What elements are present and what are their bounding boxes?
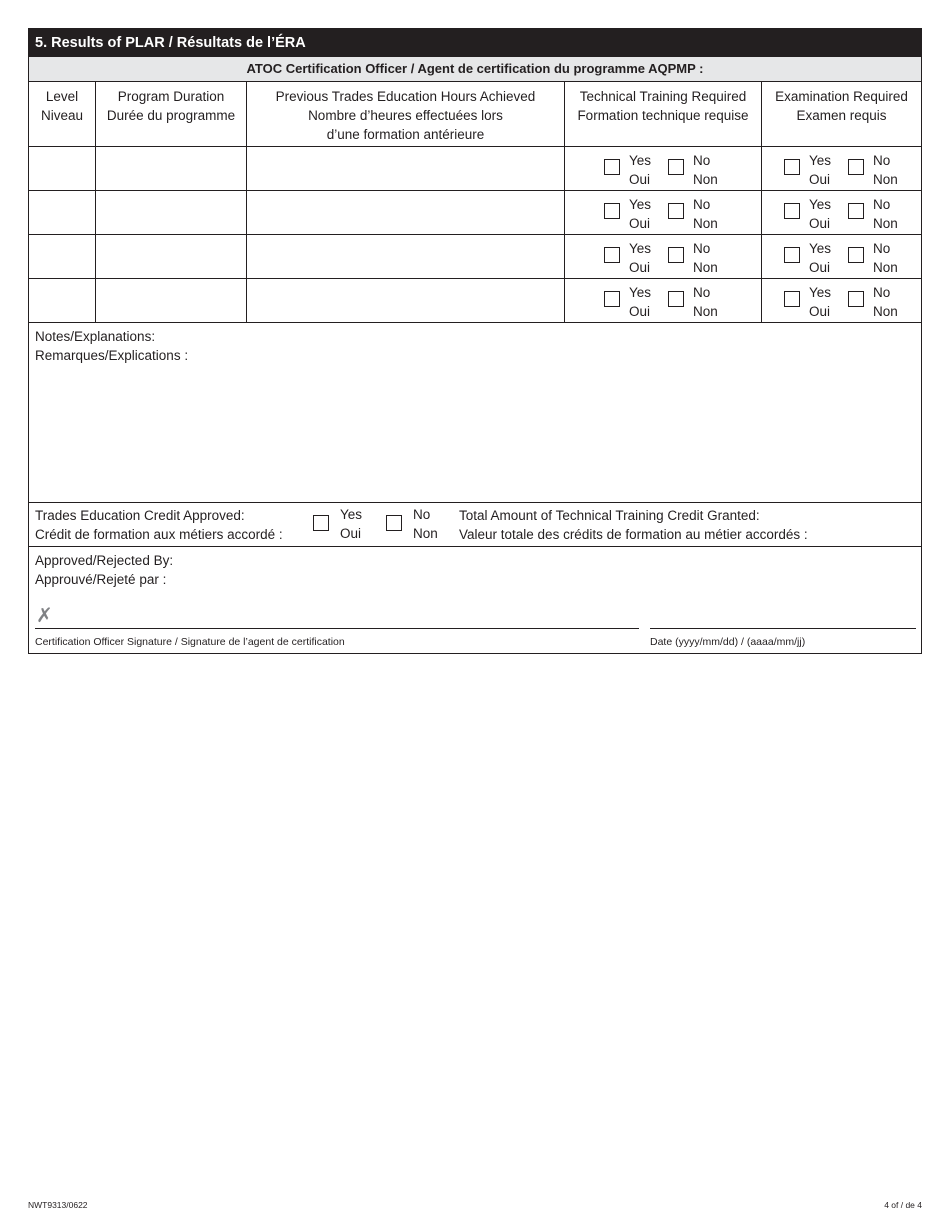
technical-training-no-option: No Non [668, 240, 732, 277]
program-duration-cell[interactable] [96, 235, 247, 278]
signature-field[interactable] [35, 628, 639, 629]
examination-cell [762, 147, 921, 190]
credit-no-option: No Non [386, 506, 459, 543]
technical-training-yes-option: Yes Oui [604, 196, 668, 233]
level-cell[interactable] [29, 235, 96, 278]
examination-options [762, 235, 921, 277]
form-id: NWT9313/0622 [28, 1200, 88, 1210]
credit-approved-row [29, 503, 921, 547]
plar-results-form [28, 28, 922, 654]
date-field[interactable] [650, 628, 916, 629]
program-duration-cell[interactable] [96, 147, 247, 190]
previous-hours-cell[interactable] [247, 147, 565, 190]
level-cell[interactable] [29, 147, 96, 190]
technical-training-options [565, 279, 761, 321]
examination-yes-option: Yes Oui [784, 196, 848, 233]
technical-training-cell [565, 279, 762, 322]
program-duration-cell[interactable] [96, 191, 247, 234]
previous-hours-cell[interactable] [247, 235, 565, 278]
examination-cell [762, 191, 921, 234]
technical-training-cell [565, 191, 762, 234]
table-row [29, 191, 921, 235]
technical-training-no-option: No Non [668, 196, 732, 233]
examination-no-checkbox[interactable] [848, 291, 864, 307]
technical-training-yes-option: Yes Oui [604, 240, 668, 277]
examination-yes-checkbox[interactable] [784, 159, 800, 175]
examination-options [762, 191, 921, 233]
date-caption: Date (yyyy/mm/dd) / (aaaa/mm/jj) [650, 636, 806, 648]
technical-training-yes-option: Yes Oui [604, 152, 668, 189]
level-header: Level Niveau [29, 82, 96, 146]
certification-officer-subheader: ATOC Certification Officer / Agent de certification du programme AQPMP : [29, 57, 921, 82]
examination-yes-option: Yes Oui [784, 240, 848, 277]
technical-training-no-option: No Non [668, 284, 732, 321]
table-header-row [29, 82, 921, 147]
credit-no-checkbox[interactable] [386, 515, 402, 531]
examination-cell [762, 279, 921, 322]
technical-training-no-checkbox[interactable] [668, 203, 684, 219]
credit-yes-option: Yes Oui [313, 506, 386, 543]
technical-training-yes-checkbox[interactable] [604, 291, 620, 307]
examination-yes-option: Yes Oui [784, 152, 848, 189]
signature-x-icon: ✗ [36, 605, 53, 627]
technical-training-yes-option: Yes Oui [604, 284, 668, 321]
credit-yes-checkbox[interactable] [313, 515, 329, 531]
notes-label-fr: Remarques/Explications : [35, 348, 189, 363]
examination-yes-checkbox[interactable] [784, 203, 800, 219]
technical-training-yes-checkbox[interactable] [604, 159, 620, 175]
previous-hours-cell[interactable] [247, 191, 565, 234]
previous-hours-header: Previous Trades Education Hours Achieved Nombre d’heures effectuées lors d’une formation antérieure [247, 82, 565, 146]
table-row [29, 235, 921, 279]
page-number: 4 of / de 4 [884, 1200, 922, 1210]
credit-approved-label: Trades Education Credit Approved: Crédit de formation aux métiers accordé : [35, 508, 283, 542]
examination-yes-checkbox[interactable] [784, 291, 800, 307]
notes-field[interactable] [29, 323, 921, 503]
technical-training-no-checkbox[interactable] [668, 291, 684, 307]
technical-training-no-checkbox[interactable] [668, 159, 684, 175]
examination-options [762, 147, 921, 189]
examination-yes-option: Yes Oui [784, 284, 848, 321]
technical-training-options [565, 147, 761, 189]
examination-no-option: No Non [848, 284, 912, 321]
table-row [29, 147, 921, 191]
technical-training-cell [565, 235, 762, 278]
level-cell[interactable] [29, 191, 96, 234]
technical-training-options [565, 235, 761, 277]
examination-no-option: No Non [848, 152, 912, 189]
level-cell[interactable] [29, 279, 96, 322]
technical-training-yes-checkbox[interactable] [604, 203, 620, 219]
program-duration-header: Program Duration Durée du programme [96, 82, 247, 146]
examination-options [762, 279, 921, 321]
notes-label-en: Notes/Explanations: [35, 329, 156, 344]
technical-training-header: Technical Training Required Formation technique requise [565, 82, 762, 146]
examination-no-checkbox[interactable] [848, 159, 864, 175]
examination-yes-checkbox[interactable] [784, 247, 800, 263]
technical-training-no-option: No Non [668, 152, 732, 189]
technical-training-cell [565, 147, 762, 190]
previous-hours-cell[interactable] [247, 279, 565, 322]
signature-caption: Certification Officer Signature / Signature de l’agent de certification [35, 636, 345, 648]
table-row [29, 279, 921, 323]
technical-training-options [565, 191, 761, 233]
program-duration-cell[interactable] [96, 279, 247, 322]
approval-section [29, 547, 921, 653]
section-title: 5. Results of PLAR / Résultats de l’ÉRA [29, 29, 921, 57]
technical-training-yes-checkbox[interactable] [604, 247, 620, 263]
total-credit-field[interactable]: Total Amount of Technical Training Credit Granted: Valeur totale des crédits de formation au métier accordés : [459, 508, 808, 542]
examination-cell [762, 235, 921, 278]
examination-header: Examination Required Examen requis [775, 89, 908, 123]
examination-no-checkbox[interactable] [848, 203, 864, 219]
examination-no-option: No Non [848, 240, 912, 277]
approved-by-label: Approved/Rejected By: Approuvé/Rejeté par : [35, 553, 174, 587]
technical-training-no-checkbox[interactable] [668, 247, 684, 263]
examination-no-option: No Non [848, 196, 912, 233]
examination-no-checkbox[interactable] [848, 247, 864, 263]
